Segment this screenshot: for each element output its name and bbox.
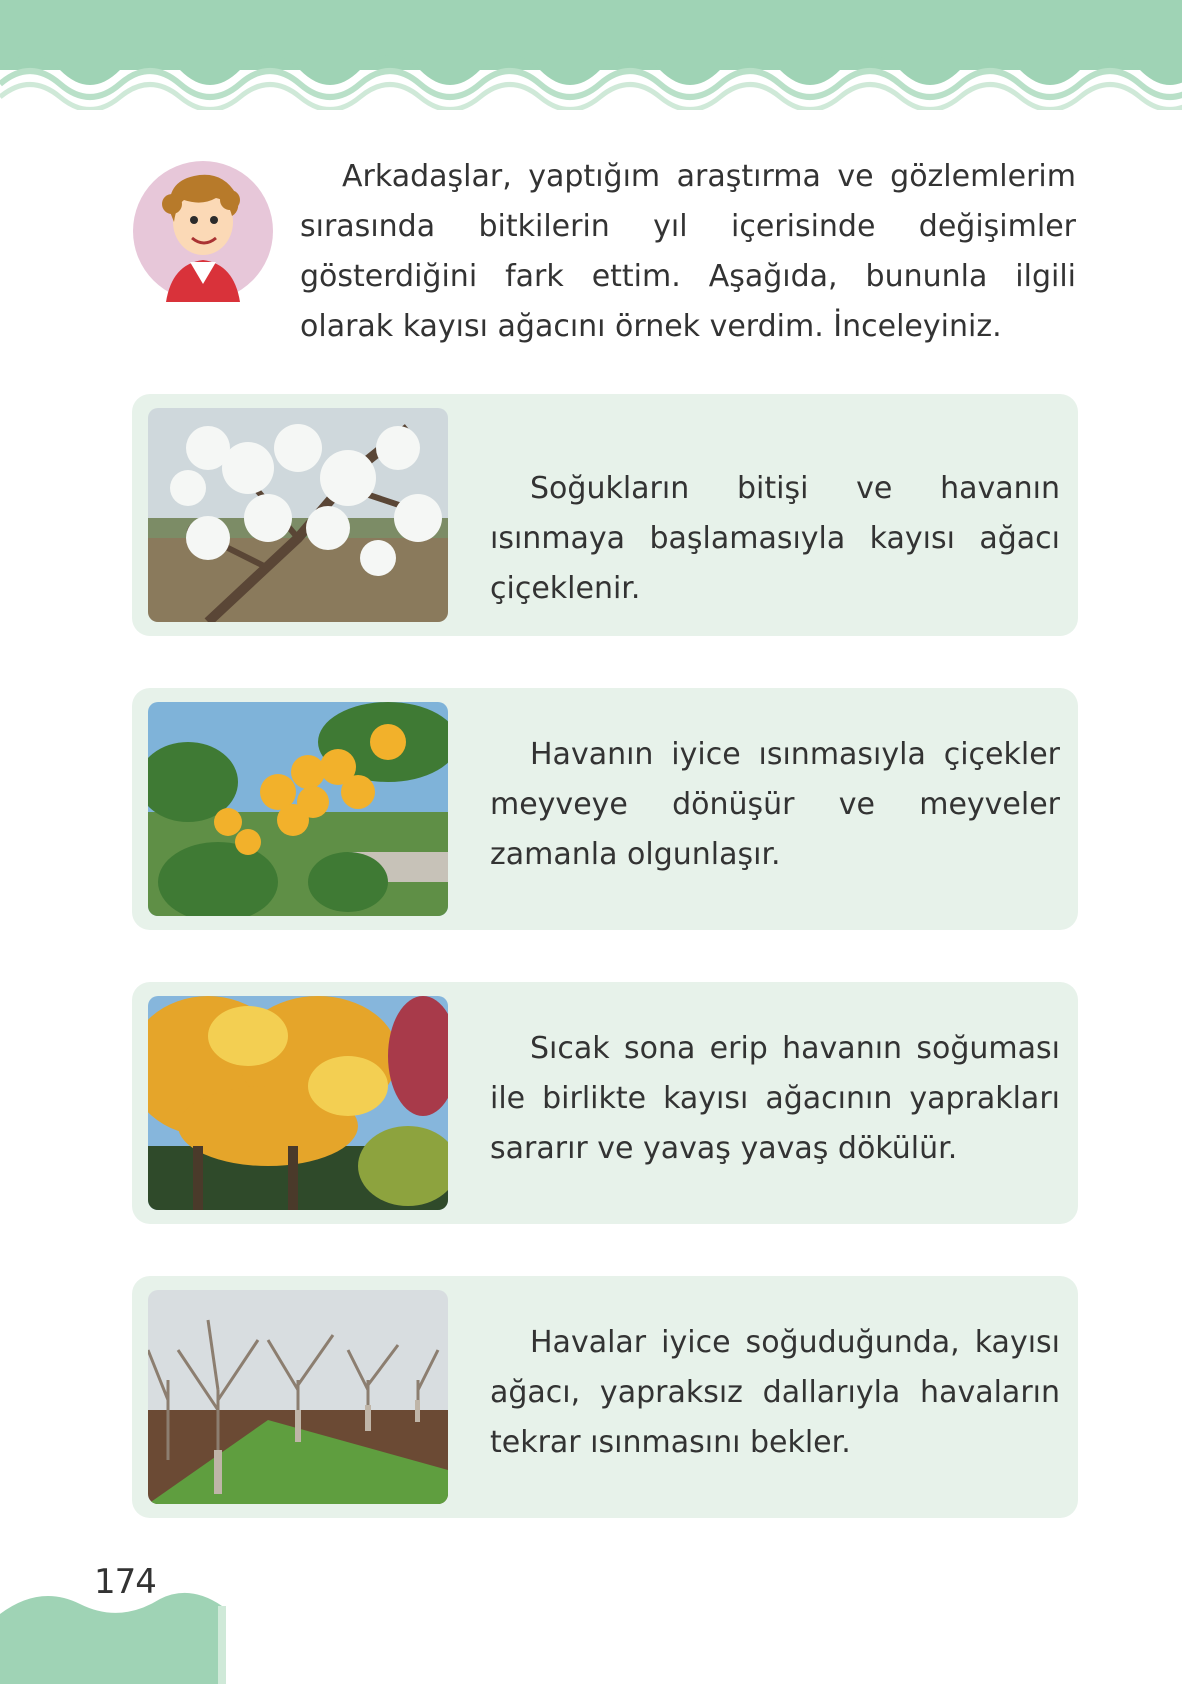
season-text-summer: Havanın iyice ısınmasıyla çiçekler meyveye dönüşür ve meyveler zamanla olgunlaşır. [490,737,1060,872]
page-number: 174 [94,1562,156,1602]
apricot-tree-blossom-photo [148,408,448,622]
season-card-autumn [132,982,1078,1224]
season-text-autumn: Sıcak sona erip havanın soğuması ile birlikte kayısı ağacının yaprakları sararır ve yavaş yavaş dökülür. [490,1031,1060,1166]
season-card-winter [132,1276,1078,1518]
boy-avatar-icon [132,160,274,302]
season-text-winter: Havalar iyice soğuduğunda, kayısı ağacı, yapraksız dallarıyla havaların tekrar ısınmasını bekler. [490,1325,1060,1460]
leafless-orchard-photo [148,1290,448,1504]
intro-paragraph: Arkadaşlar, yaptığım araştırma ve gözlemlerim sırasında bitkilerin yıl içerisinde değişimler gösterdiğini fark ettim. Aşağıda, bununla ilgili olarak kayısı ağacını örnek verdim. İnceleyiniz. [300,159,1076,344]
season-card-spring [132,394,1078,636]
top-wave-band [0,0,1182,110]
autumn-yellow-leaves-photo [148,996,448,1210]
season-text-spring: Soğukların bitişi ve havanın ısınmaya başlamasıyla kayısı ağacı çiçeklenir. [490,471,1060,606]
apricot-fruits-photo [148,702,448,916]
season-card-summer [132,688,1078,930]
